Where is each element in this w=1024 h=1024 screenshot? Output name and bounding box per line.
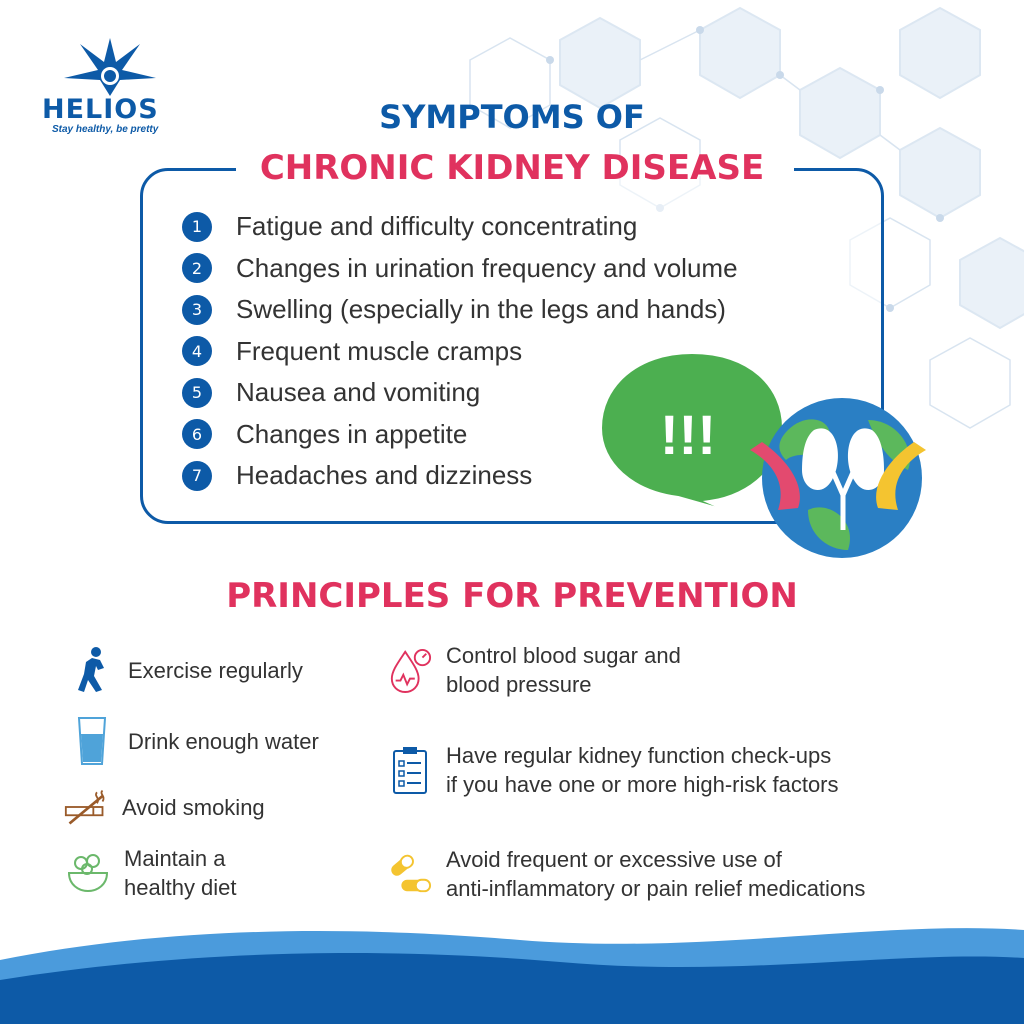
symptom-item [182, 289, 882, 331]
prevention-text [446, 741, 839, 799]
kidney-globe-icon [748, 390, 928, 560]
symptom-text: Nausea and vomiting [236, 377, 481, 408]
prevention-text-line2: healthy diet [124, 875, 237, 900]
pills-icon [388, 849, 432, 899]
prevention-title: PRINCIPLES FOR PREVENTION [226, 576, 798, 616]
prevention-item [66, 844, 237, 902]
prevention-text [124, 844, 237, 902]
symptom-text: Fatigue and difficulty concentrating [236, 211, 638, 242]
symptom-text: Changes in appetite [236, 418, 468, 449]
footer-wave [0, 900, 1024, 1024]
symptom-number: 6 [182, 419, 212, 449]
symptom-text: Headaches and dizziness [236, 460, 533, 491]
symptom-number: 4 [182, 336, 212, 366]
prevention-text-line2: anti-inflammatory or pain relief medications [446, 876, 866, 901]
blood-drop-gauge-icon [388, 645, 432, 695]
salad-bowl-icon [66, 848, 110, 898]
prevention-item [64, 782, 265, 832]
water-glass-icon [70, 716, 114, 766]
clipboard-checklist-icon [388, 745, 432, 795]
running-person-icon [70, 645, 114, 695]
prevention-text: Avoid smoking [122, 794, 265, 820]
prevention-text-line1: Avoid frequent or excessive use of [446, 847, 782, 872]
symptom-number: 7 [182, 461, 212, 491]
star-logo-icon [60, 38, 160, 98]
symptoms-title-line2: CHRONIC KIDNEY DISEASE [259, 148, 765, 188]
symptom-number: 3 [182, 295, 212, 325]
prevention-text [446, 641, 681, 699]
symptom-text: Swelling (especially in the legs and hands) [236, 294, 726, 325]
prevention-item [70, 645, 303, 695]
prevention-text: Exercise regularly [128, 657, 303, 683]
no-smoking-icon [64, 782, 108, 832]
symptom-item [182, 248, 882, 290]
prevention-item [388, 641, 681, 699]
prevention-text [446, 845, 865, 903]
brand-tagline: Stay healthy, be pretty [52, 124, 159, 135]
prevention-text-line1: Maintain a [124, 846, 226, 871]
symptom-number: 5 [182, 378, 212, 408]
prevention-item [70, 716, 319, 766]
brand-name: HELIOS [42, 94, 159, 125]
symptom-text: Changes in urination frequency and volume [236, 252, 738, 283]
prevention-text: Drink enough water [128, 728, 319, 754]
prevention-item [388, 845, 865, 903]
prevention-text-line2: blood pressure [446, 672, 592, 697]
prevention-text-line2: if you have one or more high-risk factors [446, 772, 839, 797]
symptom-text: Frequent muscle cramps [236, 335, 523, 366]
symptom-number: 2 [182, 253, 212, 283]
prevention-text-line1: Control blood sugar and [446, 643, 681, 668]
symptom-item [182, 206, 882, 248]
symptoms-title-line1: SYMPTOMS OF [379, 98, 645, 136]
symptom-number: 1 [182, 212, 212, 242]
prevention-text-line1: Have regular kidney function check-ups [446, 743, 832, 768]
prevention-item [388, 741, 839, 799]
bubble-text: !!! [660, 403, 716, 466]
